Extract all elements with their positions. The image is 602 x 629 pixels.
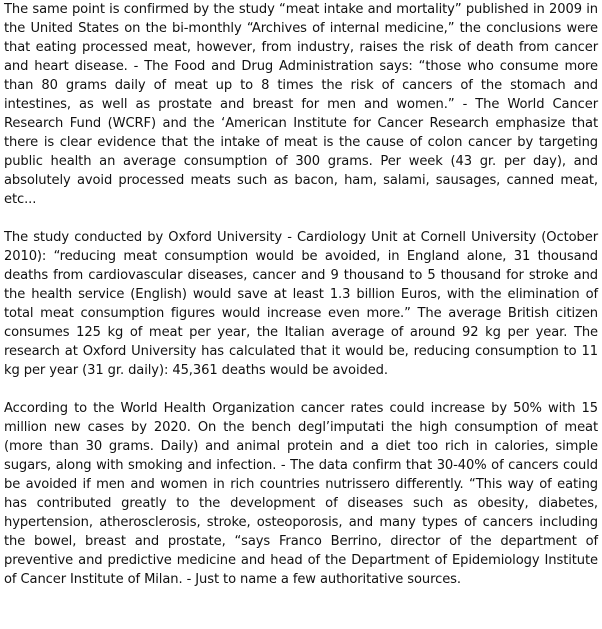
paragraph-who-cancer-rates: According to the World Health Organization cancer rates could increase by 50% with 15 million new cases by 2020. On the bench degl’imputati the high consumption of meat (more than 30 grams. Daily) and animal protein and a diet too rich in calories, simple sugars, along with smoking and infection. - The data confirm that 30-40% of cancers could be avoided if men and women in rich countries nutrissero differently. “This way of eating has contributed greatly to the development of diseases such as obesity, diabetes, hypertension, atherosclerosis, stroke, osteoporosis, and many types of cancers including the bowel, breast and prostate, “says Franco Berrino, director of the department of preventive and predictive medicine and head of the Department of Epidemiology Institute of Cancer Institute of Milan. - Just to name a few authoritative sources. — [4, 401, 598, 587]
paragraph-meat-mortality-study: The same point is confirmed by the study “meat intake and mortality” published in 2009 in the United States on the bi-monthly “Archives of internal medicine,” the conclusions were that eating processed meat, however, from industry, raises the risk of death from cancer and heart disease. - The Food and Drug Administration says: “those who consume more than 80 grams daily of meat up to 8 times the risk of cancers of the stomach and intestines, as well as prostate and breast for men and women.” - The World Cancer Research Fund (WCRF) and the ‘American Institute for Cancer Research emphasize that there is clear evidence that the intake of meat is the cause of colon cancer by targeting public health an average consumption of 300 grams. Per week (43 gr. per day), and absolutely avoid processed meats such as bacon, ham, salami, sausages, canned meat, etc... — [4, 2, 598, 207]
paragraph-oxford-study: The study conducted by Oxford University - Cardiology Unit at Cornell University (October 2010): “reducing meat consumption would be avoided, in England alone, 31 thousand deaths from cardiovascular diseases, cancer and 9 thousand to 5 thousand for stroke and the health service (English) would save at least 1.3 billion Euros, with the elimination of total meat consumption figures would increase even more.” The average British citizen consumes 125 kg of meat per year, the Italian average of around 92 kg per year. The research at Oxford University has calculated that it would be, reducing consumption to 11 kg per year (31 gr. daily): 45,361 deaths would be avoided. — [4, 230, 598, 378]
